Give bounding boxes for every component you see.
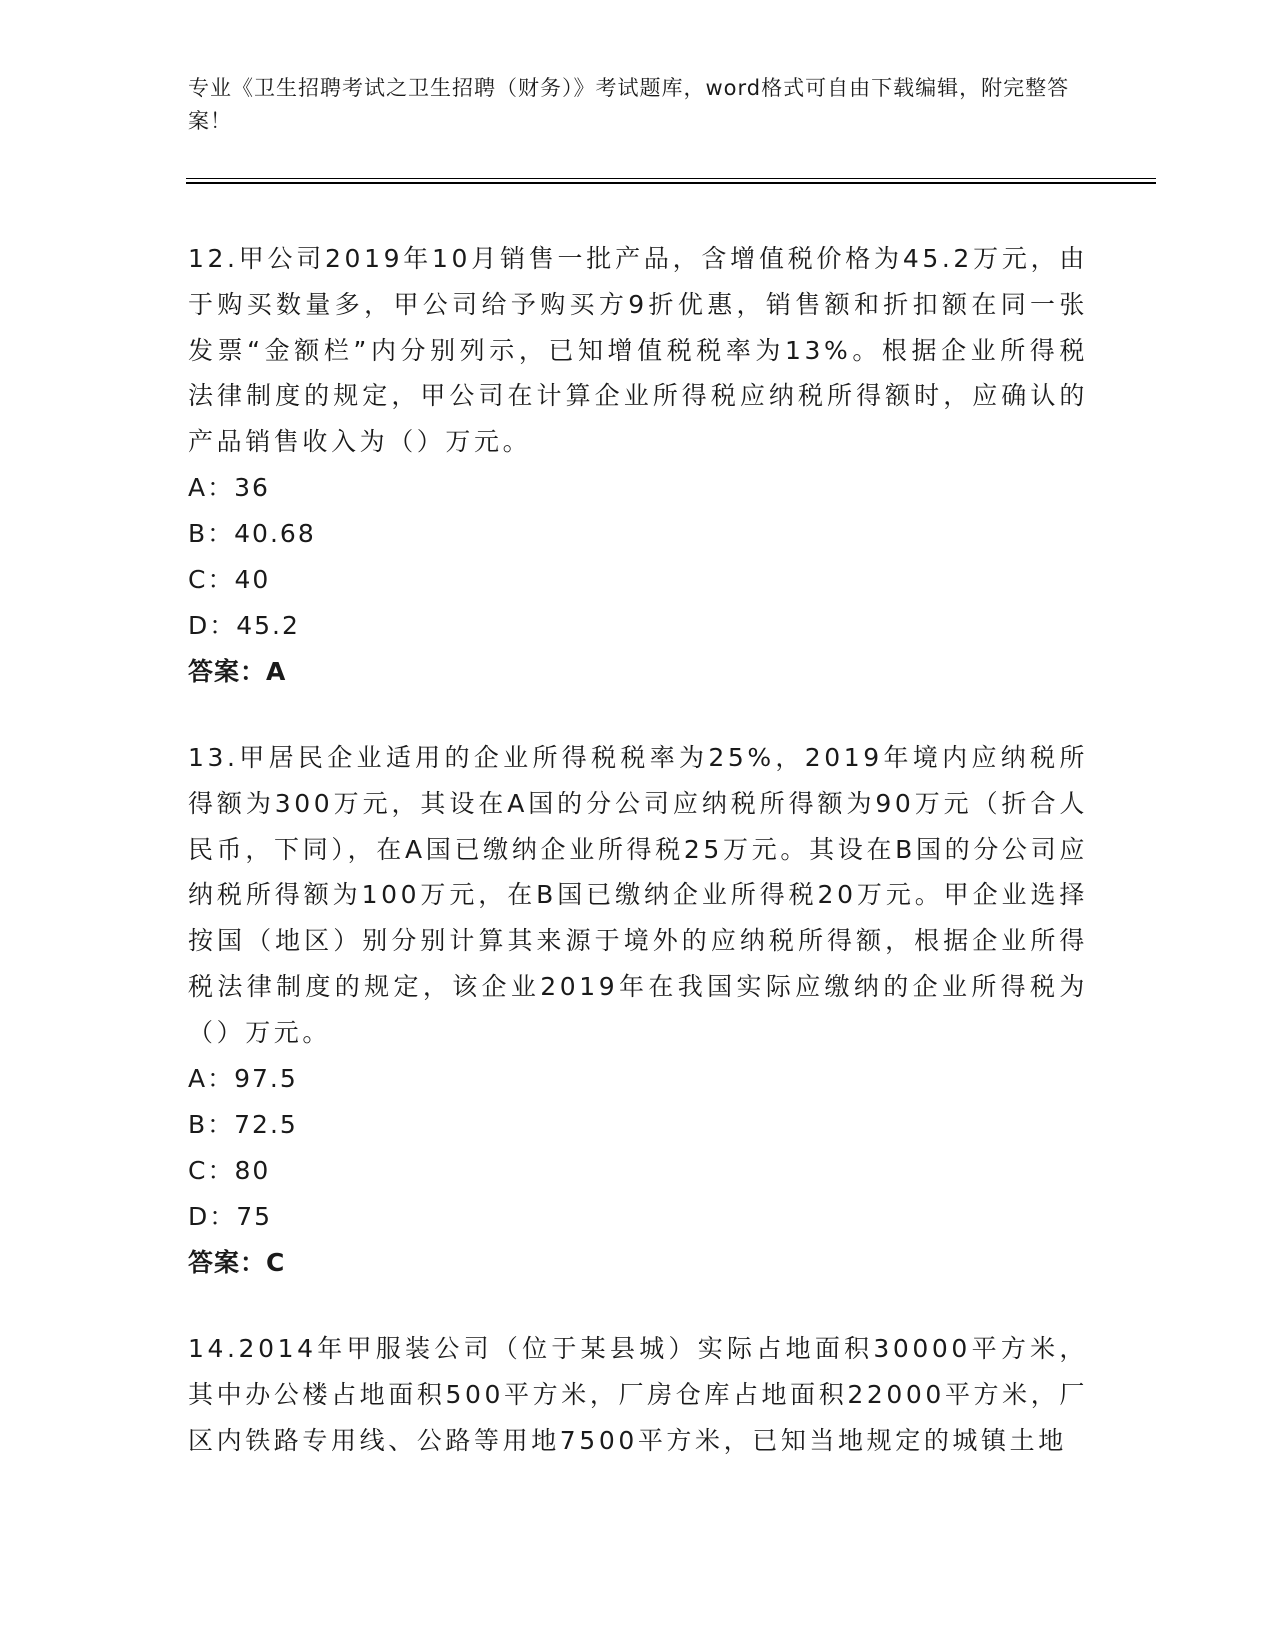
option-d: D：75 bbox=[188, 1201, 273, 1231]
question-stem: 14.2014年甲服装公司（位于某县城）实际占地面积30000平方米，其中办公楼占地面积500平方米，厂房仓库占地面积22000平方米，厂区内铁路专用线、公路等用地7500平方米，已知当地规定的城镇土地 bbox=[188, 1334, 1088, 1455]
question-13 bbox=[188, 735, 1088, 1286]
header-divider-thin bbox=[186, 178, 1156, 179]
option-a: A：97.5 bbox=[188, 1063, 298, 1093]
header-text: 专业《卫生招聘考试之卫生招聘（财务）》考试题库，word格式可自由下载编辑，附完整答案！ bbox=[188, 76, 1070, 133]
question-12 bbox=[188, 236, 1088, 695]
question-stem: 12.甲公司2019年10月销售一批产品，含增值税价格为45.2万元，由于购买数量多，甲公司给予购买方9折优惠，销售额和折扣额在同一张发票“金额栏”内分别列示，已知增值税税率为13%。根据企业所得税法律制度的规定，甲公司在计算企业所得税应纳税所得额时，应确认的产品销售收入为（）万元。 bbox=[188, 244, 1088, 457]
answer-line: 答案：C bbox=[188, 1247, 286, 1277]
header-divider-thick bbox=[186, 182, 1156, 184]
option-list bbox=[188, 1056, 1088, 1240]
option-c: C：40 bbox=[188, 564, 271, 594]
question-14 bbox=[188, 1326, 1088, 1463]
option-a: A：36 bbox=[188, 472, 270, 502]
question-stem: 13.甲居民企业适用的企业所得税税率为25%，2019年境内应纳税所得额为300万元，其设在A国的分公司应纳税所得额为90万元（折合人民币，下同），在A国已缴纳企业所得税25万元。其设在B国的分公司应纳税所得额为100万元，在B国已缴纳企业所得税20万元。甲企业选择按国（地区）别分别计算其来源于境外的应纳税所得额，根据企业所得税法律制度的规定，该企业2019年在我国实际应缴纳的企业所得税为（）万元。 bbox=[188, 743, 1088, 1047]
option-list bbox=[188, 465, 1088, 649]
document-header bbox=[188, 72, 1088, 138]
option-b: B：40.68 bbox=[188, 518, 316, 548]
answer-line: 答案：A bbox=[188, 656, 287, 686]
option-c: C：80 bbox=[188, 1155, 271, 1185]
option-d: D：45.2 bbox=[188, 610, 300, 640]
option-b: B：72.5 bbox=[188, 1109, 298, 1139]
